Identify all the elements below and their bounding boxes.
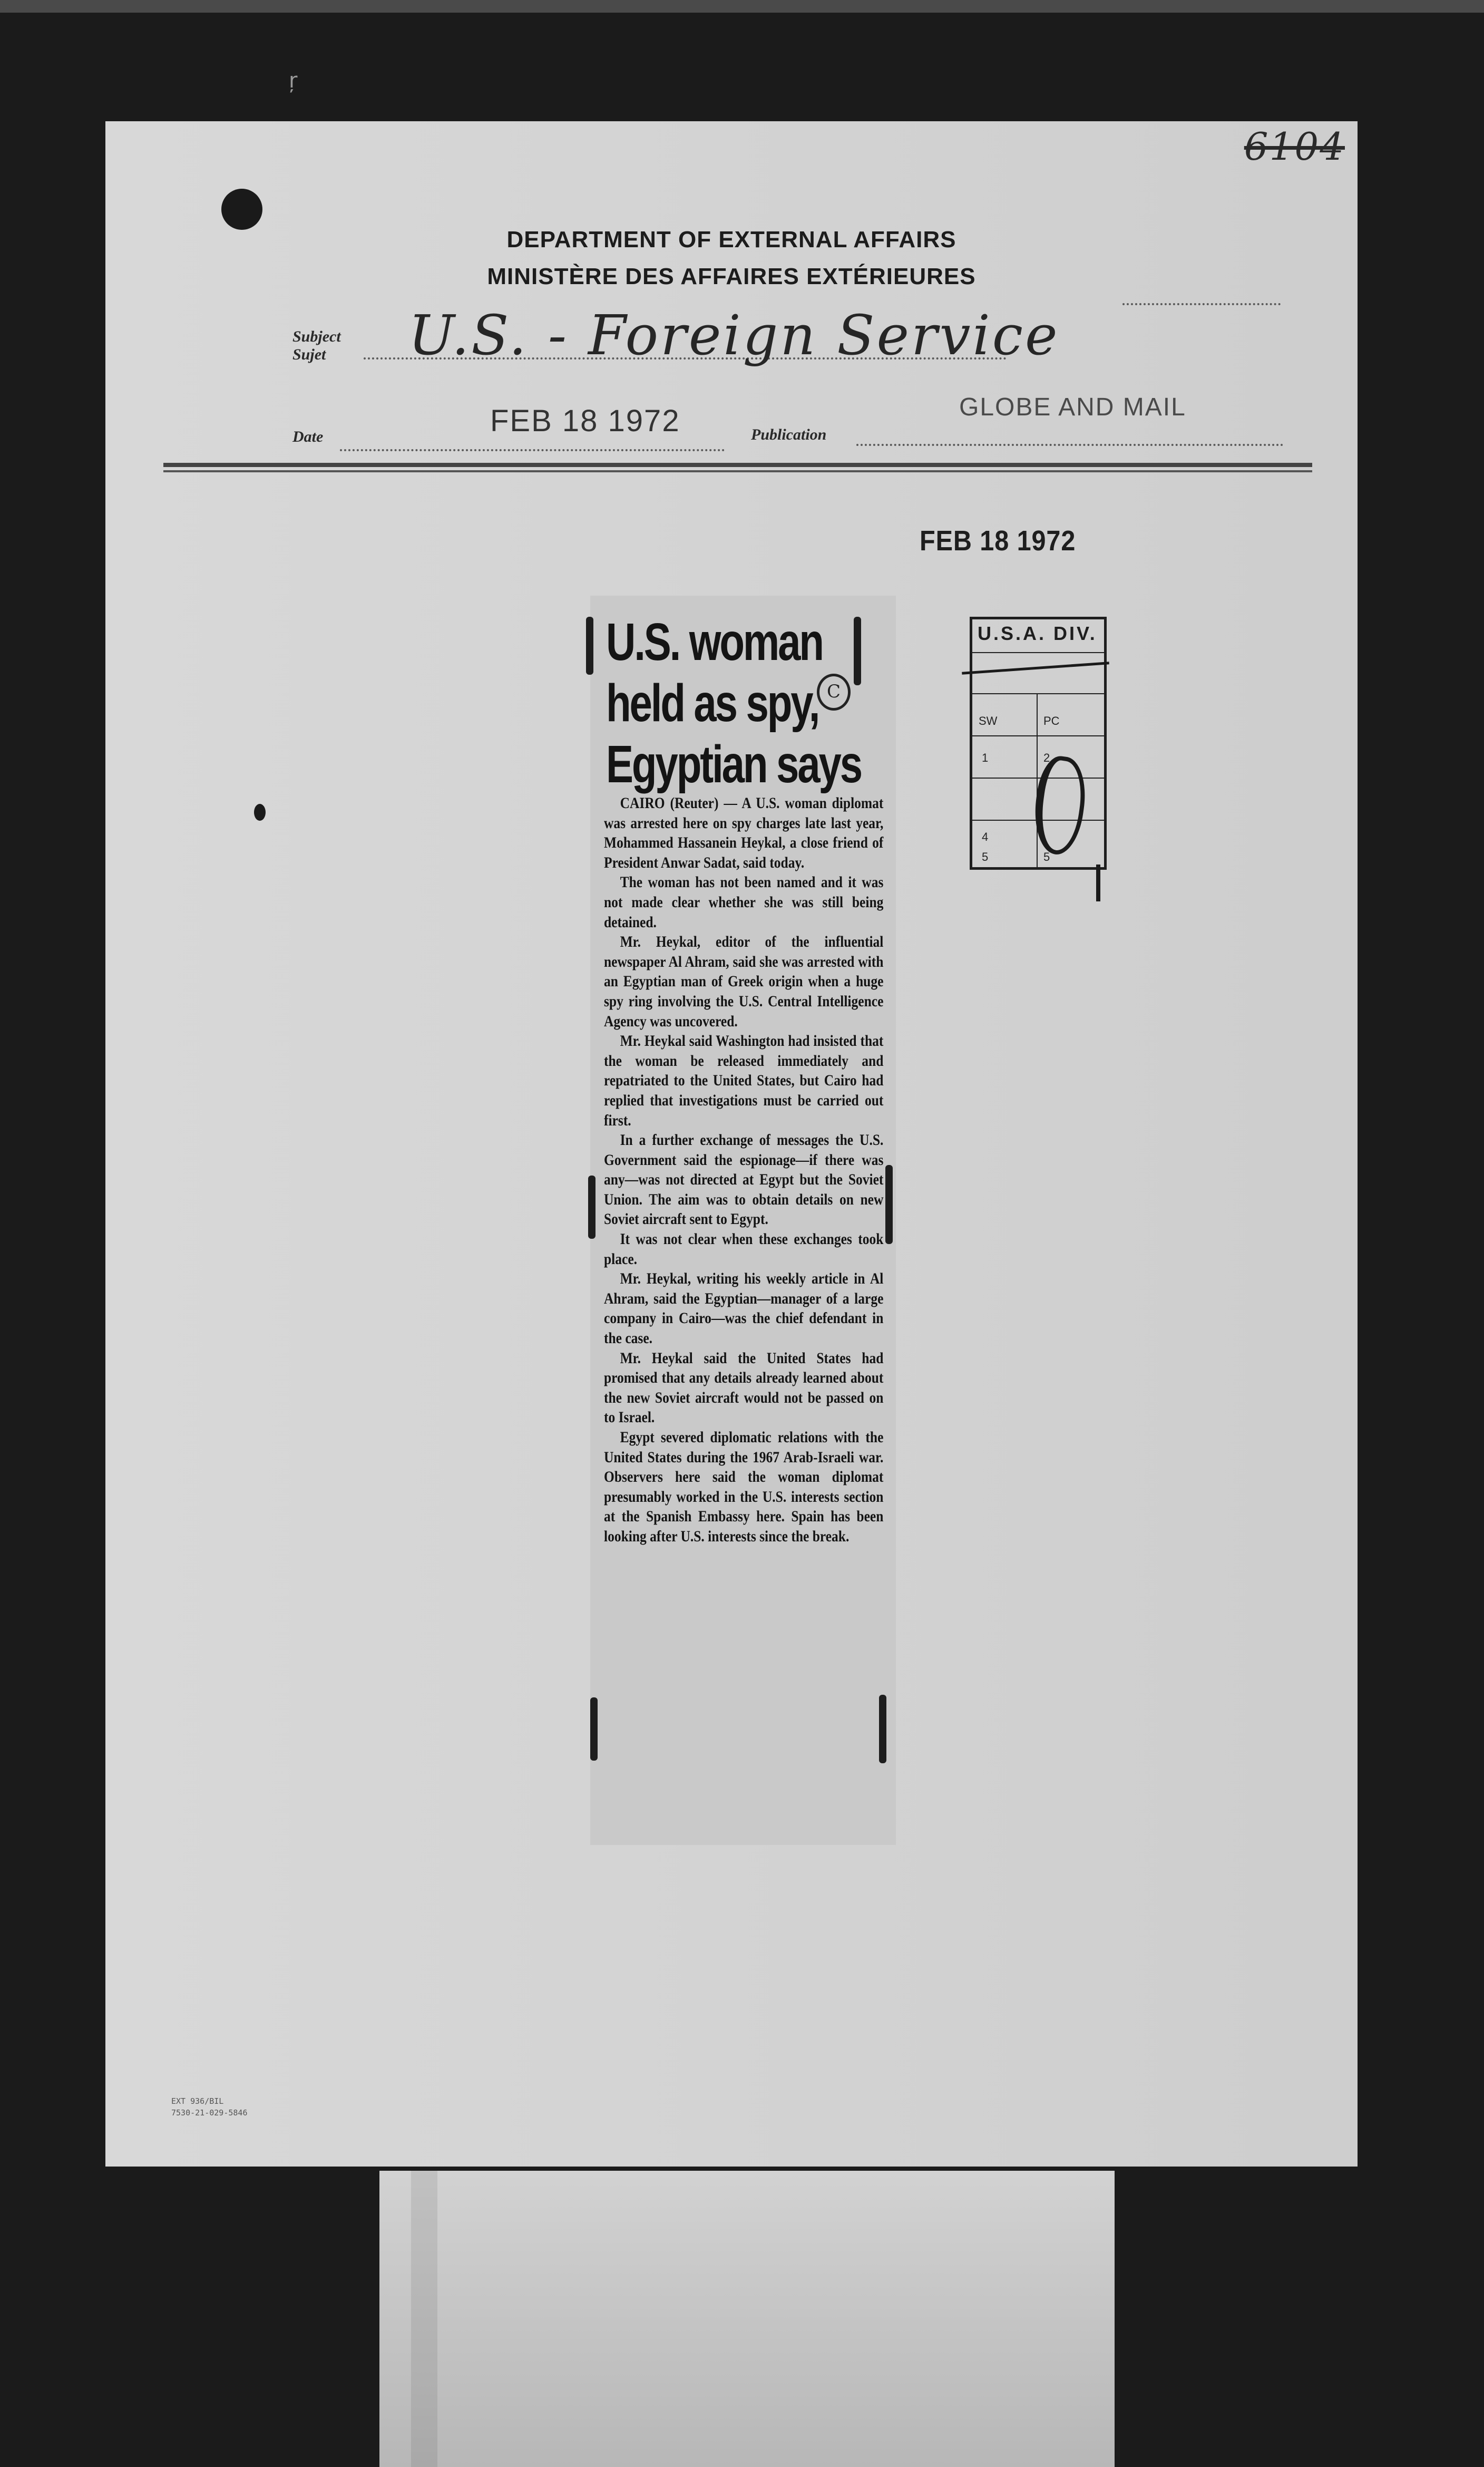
clipping-edge-mark: [590, 1697, 598, 1761]
department-title-fr: MINISTÈRE DES AFFAIRES EXTÉRIEURES: [487, 264, 976, 289]
clipping-headline: [606, 611, 862, 795]
headline-line-3: Egyptian says: [606, 735, 862, 794]
article-paragraph-text: A U.S. woman diplomat was arrested here on spy charges late last year, Mohammed Hassanein Heykal, a close friend of President Anwar Sadat, said today.: [604, 794, 884, 871]
headline-line-2: held as spy,: [606, 674, 819, 733]
form-number-line-2: 7530-21-029-5846: [171, 2108, 248, 2118]
routing-stamp: [970, 617, 1107, 870]
routing-cell-5a: 5: [982, 850, 989, 863]
date-label: Date: [292, 428, 324, 445]
publication-dotted-line: [856, 444, 1283, 446]
routing-cell-2: 2: [1043, 751, 1050, 764]
stamp-edge-mark: [1096, 865, 1100, 901]
clipping-edge-mark: [854, 617, 861, 685]
department-title-en: DEPARTMENT OF EXTERNAL AFFAIRS: [506, 227, 956, 252]
form-number-line-1: EXT 936/BIL: [171, 2096, 224, 2106]
clipping-edge-mark: [885, 1165, 893, 1244]
article-paragraph: The woman has not been named and it was not made clear whether she was still being detained.: [604, 873, 884, 931]
routing-cell-1: 1: [982, 751, 989, 764]
routing-stamp-title: U.S.A. DIV.: [978, 623, 1097, 644]
publication-label: Publication: [751, 426, 827, 443]
handwritten-initials: [1029, 754, 1091, 858]
routing-cell-pc: PC: [1043, 714, 1060, 727]
article-paragraph: It was not clear when these exchanges took place.: [604, 1230, 884, 1268]
routing-stamp-rule: [972, 778, 1104, 779]
article-paragraph: In a further exchange of messages the U.S. Government said the espionage—if there was any—was not directed at Egypt but the Soviet Union. The aim was to obtain details on new Soviet aircraft sent to Egypt.: [604, 1131, 884, 1228]
circled-c-mark: C: [817, 674, 851, 711]
document-sheet: [105, 121, 1358, 2167]
article-dateline: CAIRO (Reuter) —: [620, 794, 737, 812]
article-paragraph: Mr. Heykal said Washington had insisted that the woman be released immediately and repatriated to the United States, but Cairo had replied that investigations must be carried out first.: [604, 1032, 884, 1129]
reference-number: 6104: [1244, 124, 1345, 169]
article-paragraph: Egypt severed diplomatic relations with the United States during the 1967 Arab-Israeli war. Observers here said the woman diplomat presumably worked in the U.S. interests section at the Spanish Embassy here. Spain has been looking after U.S. interests since the break.: [604, 1429, 884, 1545]
subject-value-handwritten: U.S. - Foreign Service: [408, 303, 1060, 367]
clipping-body: [604, 793, 883, 1547]
publication-value: GLOBE AND MAIL: [959, 393, 1186, 421]
film-frame-mark: ŗ: [289, 69, 298, 93]
routing-cell-4: 4: [982, 830, 989, 843]
routing-stamp-rule: [972, 735, 1104, 736]
routing-stamp-divider: [1037, 693, 1038, 867]
punch-hole: [221, 189, 262, 230]
received-date-stamp: FEB 18 1972: [920, 525, 1076, 557]
routing-stamp-rule: [972, 652, 1104, 653]
routing-cell-sw: SW: [979, 714, 998, 727]
newspaper-clipping: [590, 596, 896, 1845]
date-value: FEB 18 1972: [490, 404, 680, 438]
routing-stamp-rule: [972, 693, 1104, 694]
date-dotted-line: [340, 449, 725, 451]
routing-cell-5b: 5: [1043, 850, 1050, 863]
backing-card: [379, 2171, 1115, 2467]
subject-label: [292, 328, 341, 364]
clipping-edge-mark: [879, 1695, 886, 1763]
article-paragraph: Mr. Heykal, writing his weekly article in Al Ahram, said the Egyptian—manager of a large company in Cairo—was the chief defendant in the case.: [604, 1270, 884, 1347]
subject-label-en: Subject: [292, 328, 341, 345]
ink-speck: [254, 804, 266, 821]
microfilm-top-strip: [0, 0, 1484, 13]
backing-card-shadow: [411, 2171, 437, 2467]
header-rule-2: [163, 470, 1312, 472]
clipping-edge-mark: [588, 1176, 595, 1239]
subject-label-fr: Sujet: [292, 346, 326, 363]
header-rule: [163, 463, 1312, 467]
subject-dotted-line-2: [1122, 303, 1281, 305]
article-paragraph: Mr. Heykal said the United States had promised that any details already learned about the new Soviet aircraft would not be passed on to Israel.: [604, 1349, 884, 1426]
clipping-edge-mark: [586, 617, 593, 675]
handwritten-scribble: [962, 662, 1109, 675]
article-paragraph: Mr. Heykal, editor of the influential newspaper Al Ahram, said she was arrested with an Egyptian man of Greek origin when a huge spy ring involving the U.S. Central Intelligence Agency was uncovered.: [604, 933, 884, 1030]
headline-line-1: U.S. woman: [606, 613, 823, 672]
form-number: [171, 2095, 248, 2119]
article-paragraph: [604, 793, 883, 872]
